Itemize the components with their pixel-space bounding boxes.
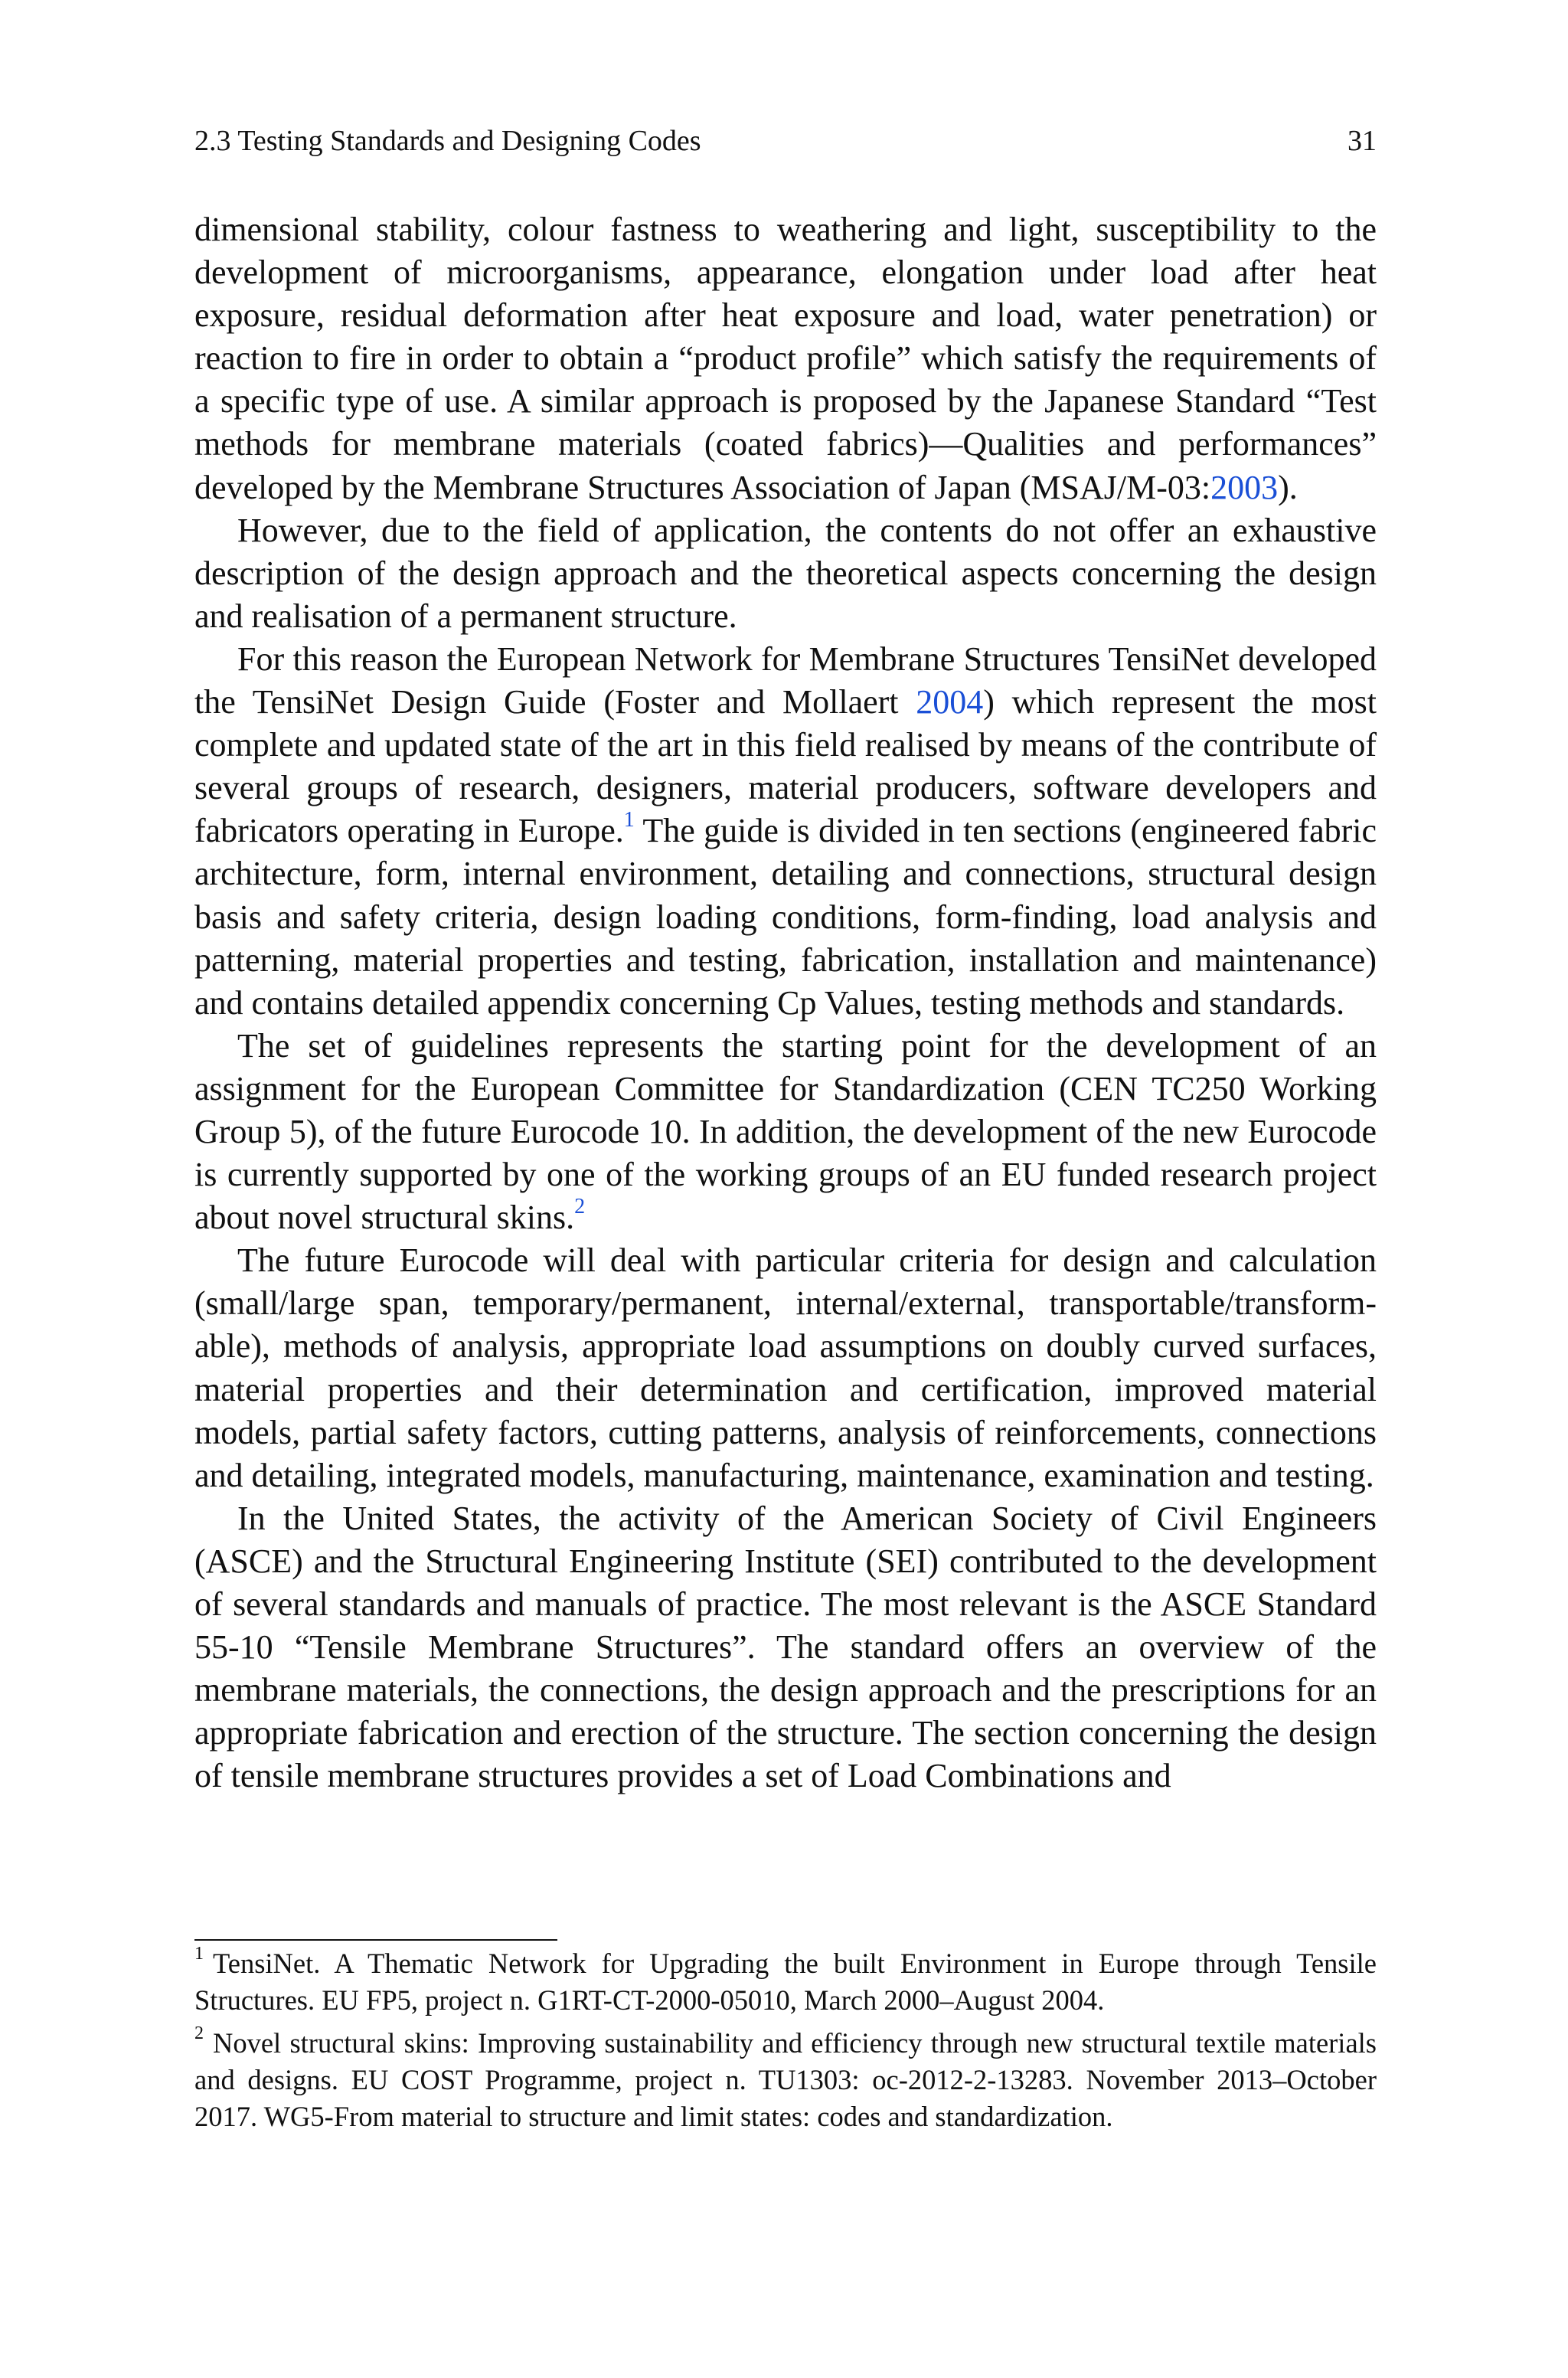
footnote-2 <box>194 2025 1377 2135</box>
paragraph-4-text: The set of guidelines represents the starting point for the development of an assignment for the European Committee for Standardization (CEN TC250 Working Group 5), of the future Eurocode 10. In addition, the development of the new Eurocode is currently supported by one of the working groups of an EU funded research project about novel structural skins. <box>194 1026 1377 1237</box>
footnote-2-marker: 2 <box>194 2023 204 2043</box>
footnote-1-text: TensiNet. A Thematic Network for Upgrading the built Environment in Europe through Tensile Structures. EU FP5, project n. G1RT-CT-2000-05010, March 2000–August 2004. <box>194 1948 1377 2016</box>
paragraph-2: However, due to the field of application, the contents do not offer an exhaustive description of the design approach and the theoretical aspects concerning the design and realisation of a permanent structure. <box>194 511 1377 635</box>
paragraph-4 <box>194 1025 1377 1239</box>
paragraph-6: In the United States, the activity of the American Society of Civil Engineers (ASCE) and the Structural Engineering Institute (SEI) contributed to the development of several standards and manuals of practice. The most relevant is the ASCE Standard 55-10 “Tensile Membrane Structures”. The standard offers an overview of the membrane materials, the connections, the design approach and the prescriptions for an appropriate fabrication and erection of the structure. The section concerning the design of tensile membrane structures provides a set of Load Combinations and <box>194 1499 1377 1795</box>
footnote-1-marker: 1 <box>194 1944 204 1964</box>
body-text <box>194 208 1377 1797</box>
paragraph-1 <box>194 208 1377 509</box>
paragraph-5: The future Eurocode will deal with particular criteria for design and calculation (small/large span, temporary/permanent, internal/external, transportable/transformable), methods of analysis, appropriate load assumptions on doubly curved surfaces, material properties and their determination and certification, improved material models, partial safety factors, cutting patterns, analysis of reinforcements, connections and detailing, integrated models, manufacturing, maintenance, examination and testing. <box>194 1241 1377 1494</box>
section-title: 2.3 Testing Standards and Designing Codes <box>194 125 701 157</box>
citation-link-2003[interactable]: 2003 <box>1210 468 1279 506</box>
paragraph-1-text: dimensional stability, colour fastness to weathering and light, susceptibility to the development of microorganisms, appearance, elongation under load after heat exposure, residual deformation after heat exposure and load, water penetration) or reaction to fire in order to obtain a “product profile” which satisfy the requirements of a specific type of use. A similar approach is proposed by the Japanese Standard “Test methods for membrane materials (coated fabrics)—Qualities and performances” developed by the Membrane Structures Association of Japan (MSAJ/M-03: <box>194 211 1377 506</box>
paragraph-3-text-c: The guide is divided in ten sections (engineered fabric architecture, form, internal environment, detailing and connections, structural design basis and safety criteria, design loading conditions, form-finding, load analysis and patterning, material properties and testing, fabrication, installation and maintenance) and contains detailed appendix concerning Cp Values, testing methods and standards. <box>194 812 1377 1022</box>
page-number: 31 <box>1348 125 1377 157</box>
footnote-ref-2[interactable]: 2 <box>574 1195 586 1219</box>
footnote-2-text: Novel structural skins: Improving sustainability and efficiency through new structural textile materials and designs. EU COST Programme, project n. TU1303: oc-2012-2-13283. November 2013–October 2017. WG5-From material to structure and limit states: codes and standardization. <box>194 2027 1377 2132</box>
paragraph-3 <box>194 638 1377 1025</box>
footnote-ref-1[interactable]: 1 <box>623 808 635 832</box>
paragraph-3-text-a: For this reason the European Network for Membrane Structures TensiNet developed the TensiNet Design Guide (Foster and Mollaert <box>194 639 1377 721</box>
footnote-1 <box>194 1945 1377 2019</box>
paragraph-3-text-b: ) which represent the most complete and updated state of the art in this field realised by means of the contribute of several groups of research, designers, material producers, software developers and fabricators operating in Europe. <box>194 683 1377 850</box>
footnotes <box>194 1945 1377 2135</box>
citation-link-2004[interactable]: 2004 <box>916 683 984 721</box>
paragraph-1-end: ). <box>1278 468 1298 506</box>
footnote-divider <box>194 1939 557 1941</box>
running-head <box>194 123 1377 159</box>
